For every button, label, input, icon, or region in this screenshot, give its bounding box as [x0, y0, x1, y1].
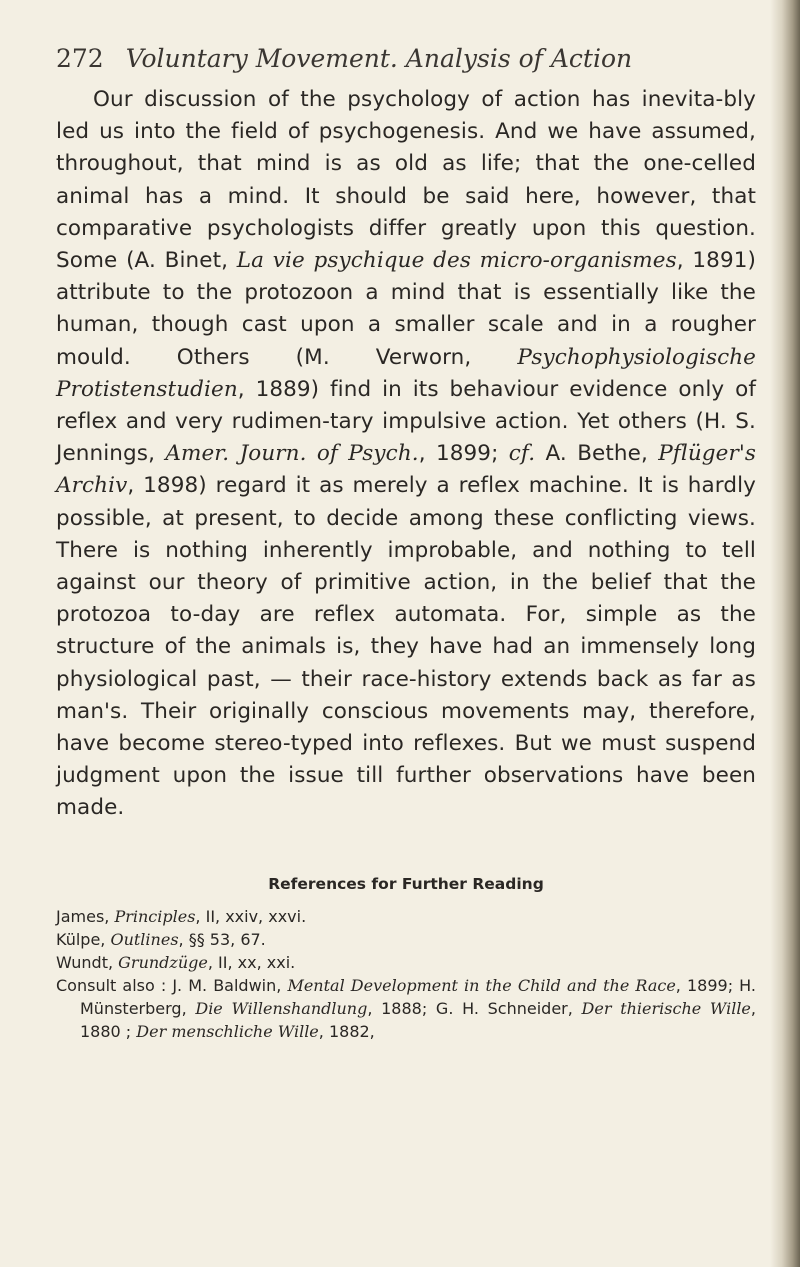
ref-work: Grundzüge	[118, 953, 208, 972]
page-number: 272	[56, 44, 104, 73]
text-run: , 1889) find in its behaviour evidence only of reflex and very rudimen-tary impulsive action. Yet others (H. S. Jennings,	[56, 376, 756, 467]
ref-detail: , §§ 53, 67.	[178, 930, 266, 949]
text-run: , 1891) attribute to the protozoon a mind that is essentially like the human, though cast upon a smaller scale and in a rougher mould. Others (M. Verworn,	[56, 248, 757, 370]
body-paragraph	[56, 84, 756, 825]
ref-detail: , II, xx, xxi.	[207, 953, 296, 972]
ref-work: Mental Development in the Child and the Race	[287, 976, 676, 995]
ref-text: , 1888; G. H. Schneider,	[367, 999, 582, 1018]
ref-author: James,	[56, 907, 115, 926]
ref-work: Outlines	[110, 930, 179, 949]
ref-detail: , II, xxiv, xxvi.	[195, 907, 307, 926]
reference-item	[56, 951, 756, 974]
ref-text: , 1899; H. Münsterberg,	[80, 976, 757, 1018]
ref-text: , 1882,	[318, 1022, 375, 1041]
italic-abbrev: cf.	[508, 441, 536, 467]
text-run: , 1899;	[418, 441, 509, 467]
italic-title: Psychophysiologische Protistenstudien	[56, 344, 756, 402]
text-run: Our discussion of the psychology of action has inevita-bly led us into the field of psychogenesis. And we have assumed, throughout, that mind is as old as life; that the one-celled animal has a mind. It should be said here, however, that comparative psychologists differ greatly upon this question. Some (A. Binet,	[56, 87, 756, 274]
ref-text: , 1880 ;	[80, 999, 756, 1041]
ref-author: Külpe,	[56, 930, 111, 949]
paragraph	[56, 84, 756, 825]
ref-text: Consult also : J. M. Baldwin,	[56, 976, 288, 995]
italic-title: La vie psychique des micro-organismes	[236, 248, 677, 274]
reference-item-consult	[56, 974, 756, 1043]
chapter-title: Voluntary Movement. Analysis of Action	[125, 44, 633, 73]
ref-work: Der menschliche Wille	[136, 1022, 319, 1041]
italic-title: Pflüger's Archiv	[56, 441, 756, 499]
ref-work: Der thierische Wille	[581, 999, 751, 1018]
references-heading: References for Further Reading	[268, 875, 544, 893]
page-edge-shadow	[770, 0, 800, 1267]
italic-title: Amer. Journ. of Psych.	[165, 441, 419, 467]
references-list	[56, 905, 756, 1043]
text-run: A. Bethe,	[535, 441, 659, 467]
ref-author: Wundt,	[56, 953, 119, 972]
reference-item	[56, 928, 756, 951]
ref-work: Principles	[114, 907, 196, 926]
running-head	[56, 44, 756, 73]
text-run: , 1898) regard it as merely a reflex machine. It is hardly possible, at present, to decide among these conflicting views. There is nothing inherently improbable, and nothing to tell against our theory of primitive action, in the belief that the protozoa to-day are reflex automata. For, simple as the structure of the animals is, they have had an immensely long physiological past, — their race-history extends back as far as man's. Their originally conscious movements may, therefore, have become stereo-typed into reflexes. But we must suspend judgment upon the issue till further observations have been made.	[56, 473, 756, 821]
ref-work: Die Willenshandlung	[195, 999, 368, 1018]
reference-item	[56, 905, 756, 928]
